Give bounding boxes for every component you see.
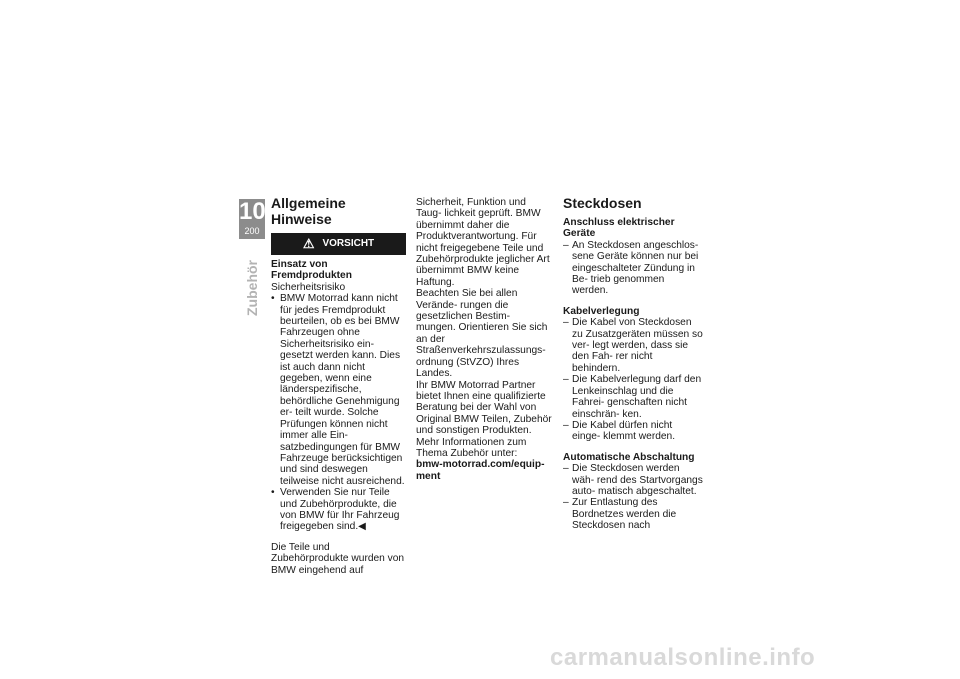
accessories-link[interactable]: bmw-motorrad.com/equip- ment [416, 459, 545, 482]
section-heading-general: Allgemeine Hinweise [271, 195, 346, 227]
chapter-tab [239, 199, 265, 239]
list-item: – Die Steckdosen werden wäh- rend des Startvorgangs auto- matisch abgeschaltet. [563, 463, 703, 497]
watermark: carmanualsonline.info [550, 644, 816, 671]
subheading-third-party: Einsatz von Fremdprodukten [271, 259, 352, 282]
subheading: Kabelverlegung [563, 305, 640, 317]
list-item: • BMW Motorrad kann nicht für jedes Fremdprodukt beurteilen, ob es bei BMW Fahrzeugen ohne Sicherheitsrisiko ein- gesetzt werden kann. Dies ist auch dann nicht gegeben, wenn eine länderspezifische, behördliche Genehmigung er- teilt wurde. Solche Prüfungen können nicht immer alle Ein- satzbedingungen für BMW Fahrzeuge berücksichtigen und sind deswegen teilweise nicht ausreichend. [271, 293, 409, 487]
warning-banner [271, 233, 406, 255]
dash-list [563, 317, 703, 442]
subheading: Automatische Abschaltung [563, 451, 695, 463]
subheading: Anschluss elektrischer Geräte [563, 217, 675, 240]
list-item: – Die Kabel dürfen nicht einge- klemmt werden. [563, 420, 703, 443]
column-continuation [416, 197, 552, 482]
warning-bullet-list [271, 293, 409, 533]
chapter-side-label: Zubehör [244, 260, 260, 316]
paragraph: Sicherheit, Funktion und Taug- lichkeit geprüft. BMW übernimmt daher die Produktverantwortung. Für nicht freigegebene Teile und Zubehörprodukte jeglicher Art übernimmt BMW keine Haftung. [416, 197, 550, 288]
column-sockets [563, 195, 703, 532]
column-general-notes [271, 195, 409, 576]
list-item: – An Steckdosen angeschlos- sene Geräte können nur bei eingeschalteter Zündung in Be- trieb genommen werden. [563, 240, 703, 297]
list-item: – Zur Entlastung des Bordnetzes werden die Steckdosen nach [563, 497, 703, 531]
chapter-number: 10 [239, 198, 266, 225]
paragraph: Beachten Sie bei allen Verände- rungen die gesetzlichen Bestim- mungen. Orientieren Sie sich an der Straßenverkehrszulassungs- ordnung (StVZO) Ihres Landes. [416, 288, 548, 380]
list-item: • Verwenden Sie nur Teile und Zubehörprodukte, die von BMW für Ihr Fahrzeug freigegeben sind.◀ [271, 487, 409, 533]
paragraph: Mehr Informationen zum Thema Zubehör unter: [416, 436, 527, 459]
list-item: – Die Kabel von Steckdosen zu Zusatzgeräten müssen so ver- legt werden, dass sie den Fah- rer nicht behindern. [563, 317, 703, 374]
page-number: 200 [244, 226, 260, 236]
paragraph: Ihr BMW Motorrad Partner bietet Ihnen eine qualifizierte Beratung bei der Wahl von Original BMW Teilen, Zubehör und sonstigen Produkten. [416, 379, 552, 437]
dash-list [563, 240, 703, 297]
section-heading-sockets: Steckdosen [563, 195, 642, 211]
warning-label: VORSICHT [322, 238, 375, 250]
risk-intro: Sicherheitsrisiko [271, 281, 346, 293]
list-item: – Die Kabelverlegung darf den Lenkeinschlag und die Fahrei- genschaften nicht einschrän- ken. [563, 374, 703, 420]
dash-list [563, 463, 703, 531]
warning-triangle-icon: ⚠ [302, 236, 315, 252]
closing-paragraph: Die Teile und Zubehörprodukte wurden von BMW eingehend auf [271, 541, 405, 576]
